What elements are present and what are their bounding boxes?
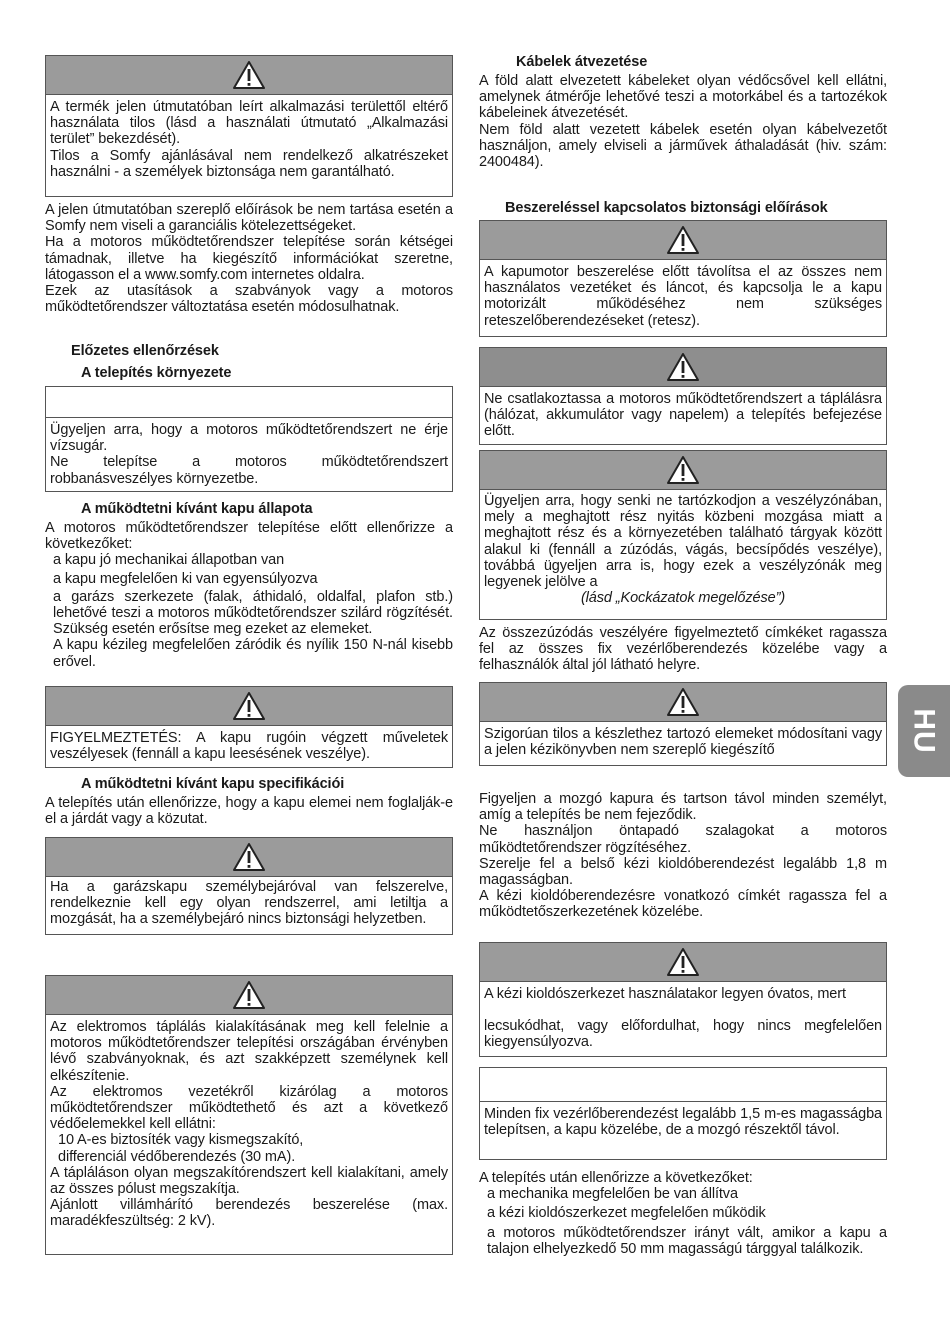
language-tab-hu — [898, 685, 950, 777]
warning-box-pedestrian-door — [45, 837, 453, 935]
info-box-environment — [45, 386, 453, 492]
warning-triangle-icon — [232, 60, 266, 90]
list-item: a garázs szerkezete (falak, áthidaló, oldalfal, plafon stb.) lehetővé teszi a motoros működtetőrendszer szilárd rögzítését. Szükség esetén erősítse meg ezeket az elemeket. — [53, 588, 453, 638]
gate-condition-intro: A motoros működtetőrendszer telepítése előtt ellenőrizze a következőket: — [45, 520, 453, 553]
warning-triangle-icon — [666, 352, 700, 382]
warning-header — [46, 56, 452, 95]
warning-triangle-icon — [666, 687, 700, 717]
heading-installation-environment: A telepítés környezete — [81, 365, 232, 381]
intro-line: Ezek az utasítások a szabványok vagy a motoros működtetőrendszer változtatása esetén módosulhatnak. — [45, 283, 453, 316]
cable-line: A föld alatt elvezetett kábeleket olyan védőcsővel kell ellátni, amelynek átmérője lehetővé teszi a motorkábel és a tartozékok kábeleinek átvezetését. — [479, 73, 887, 122]
warning-text: A termék jelen útmutatóban leírt alkalmazási területtől eltérő használata tilos (lásd a használati útmutató „Alkalmazási terület” bekezdését). — [50, 99, 448, 148]
list-item: a motoros működtetőrendszer irányt vált, amikor a kapu a talajon elhelyezkedő 50 mm magasságú tárggyal találkozik. — [487, 1224, 887, 1257]
warning-triangle-icon — [232, 980, 266, 1010]
post-install-intro: A telepítés után ellenőrizze a következőket: — [479, 1170, 753, 1186]
warning-box-power-connect — [479, 347, 887, 445]
warning-triangle-icon — [232, 691, 266, 721]
warning-header — [480, 943, 886, 982]
warning-box-danger-zone — [479, 450, 887, 620]
warning-box-usage — [45, 55, 453, 197]
moving-gate-paragraph — [479, 791, 887, 921]
warning-text: Tilos a Somfy ajánlásával nem rendelkező alkatrészeket használni - a személyek biztonsága nem garantálható. — [50, 147, 448, 180]
post-install-checks — [479, 1170, 887, 1257]
warning-box-modification — [479, 682, 887, 766]
list-item: A kapu kézileg megfelelően záródik és nyílik 150 N-nál kisebb erővel. — [53, 637, 453, 670]
intro-line: Ha a motoros működtetőrendszer telepítése során kétségei támadnak, illetve ha kiegészítő információkat szeretne, látogasson el a www.somfy.com internetes oldalra. — [45, 234, 453, 283]
warning-triangle-icon — [666, 455, 700, 485]
moving-line: Figyeljen a mozgó kapura és tartson távol minden személyt, amíg a telepítés be nem fejeződik. — [479, 791, 887, 824]
info-text: Ne telepítse a motoros működtetőrendszert robbanásveszélyes környezetbe. — [50, 454, 448, 487]
heading-installation-safety: Beszereléssel kapcsolatos biztonsági előírások — [505, 200, 828, 216]
warning-text: Ha a garázskapu személybejáróval van felszerelve, rendelkeznie kell egy olyan rendszerrel, ami letiltja a mozgását, ha a személybejáró nincs biztonsági helyzetben. — [50, 879, 448, 928]
list-item: a kézi kioldószerkezet megfelelően működik — [487, 1205, 766, 1222]
intro-line: A jelen útmutatóban szereplő előírások be nem tartása esetén a Somfy nem viseli a garanciális kötelezettségeket. — [45, 202, 453, 235]
gate-spec-paragraph: A telepítés után ellenőrizze, hogy a kapu elemei nem foglalják-e el a járdát vagy a közutat. — [45, 795, 453, 828]
moving-line: A kézi kioldóberendezésre vonatkozó címkét ragassza fel a működtetőszerkezetének közelébe. — [479, 888, 887, 921]
warning-text: Szigorúan tilos a készlethez tartozó elemeket módosítani vagy a jelen kézikönyvben nem szereplő kiegészítő — [484, 726, 882, 759]
warning-text: A kapumotor beszerelése előtt távolítsa el az összes nem használatos vezetéket és láncot, és kapcsolja le a kapu motorizált működéséhez nem szükséges reteszelőberendezéseket (retesz). — [484, 264, 882, 329]
cable-routing-paragraph — [479, 73, 887, 170]
list-item: 10 A-es biztosíték vagy kismegszakító, — [58, 1132, 304, 1149]
warning-text: Az elektromos táplálás kialakításának meg kell felelnie a motoros működtetőrendszer telepítési országában érvényben lévő szabványoknak, és azt szakképzett személynek kell elkészítenie. — [50, 1019, 448, 1084]
warning-text: Az elektromos vezetékről kizárólag a motoros működtetőrendszer működtethető és azt a következő védőelemekkel kell ellátni: — [50, 1083, 448, 1133]
warning-header — [480, 451, 886, 490]
warning-text: Ajánlott villámhárító berendezés beszerelése (max. maradékfeszültség: 2 kV). — [50, 1197, 448, 1230]
gate-condition-list — [45, 520, 453, 670]
warning-text: A tápláláson olyan megszakítórendszert kell kialakítani, amely az összes pólust megszakítja. — [50, 1164, 448, 1198]
info-box-fixed-controls — [479, 1067, 887, 1160]
warning-header — [46, 976, 452, 1015]
info-header — [46, 387, 452, 418]
warning-text: Ne csatlakoztassa a motoros működtetőrendszert a táplálásra (hálózat, akkumulátor vagy napelem) a telepítés befejezése előtt. — [484, 391, 882, 440]
warning-header — [46, 838, 452, 877]
heading-gate-condition: A működtetni kívánt kapu állapota — [81, 501, 313, 517]
warning-triangle-icon — [666, 947, 700, 977]
intro-paragraph — [45, 202, 453, 315]
warning-reference: (lásd „Kockázatok megelőzése”) — [580, 590, 786, 607]
moving-line: Szerelje fel a belső kézi kioldóberendezést legalább 1,8 m magasságban. — [479, 855, 887, 889]
warning-box-remove-cables — [479, 220, 887, 337]
warning-header — [480, 683, 886, 722]
warning-header — [46, 687, 452, 726]
warning-box-power-supply — [45, 975, 453, 1255]
cable-line: Nem föld alatt vezetett kábelek esetén olyan kábelvezetőt használjon, amely elviseli a járművek áthaladását (hiv. szám: 2400484). — [479, 121, 887, 171]
moving-line: Ne használjon öntapadó szalagokat a motoros működtetőrendszer rögzítéséhez. — [479, 823, 887, 856]
info-text: Ügyeljen arra, hogy a motoros működtetőrendszert ne érje vízsugár. — [50, 422, 448, 455]
heading-gate-specifications: A működtetni kívánt kapu specifikációi — [81, 776, 345, 792]
crush-labels-paragraph: Az összezúzódás veszélyére figyelmeztető címkéket ragassza fel az összes fix vezérlőberendezés közelébe vagy a felhasználók által jól látható helyre. — [479, 625, 887, 674]
info-text: Minden fix vezérlőberendezést legalább 1,5 m-es magasságba telepítsen, a kapu közelébe, de a mozgó részektől távol. — [484, 1106, 882, 1139]
warning-box-springs — [45, 686, 453, 768]
warning-text: FIGYELMEZTETÉS: A kapu rugóin végzett műveletek veszélyesek (fennáll a kapu leesésének veszélye). — [50, 730, 448, 763]
language-tab-label: HU — [908, 708, 941, 754]
warning-triangle-icon — [666, 225, 700, 255]
warning-text: lecsukódhat, vagy előfordulhat, hogy nincs megfelelően kiegyensúlyozva. — [484, 1018, 882, 1051]
heading-cable-routing: Kábelek átvezetése — [516, 54, 648, 70]
warning-text: A kézi kioldószerkezet használatakor legyen óvatos, mert — [484, 986, 846, 1002]
heading-preliminary-checks: Előzetes ellenőrzések — [71, 343, 219, 359]
warning-box-manual-release — [479, 942, 887, 1057]
warning-header — [480, 348, 886, 387]
info-header — [480, 1068, 886, 1102]
warning-header — [480, 221, 886, 260]
list-item: differenciál védőberendezés (30 mA). — [58, 1148, 296, 1165]
warning-triangle-icon — [232, 842, 266, 872]
list-item: a kapu megfelelően ki van egyensúlyozva — [53, 570, 318, 587]
list-item: a mechanika megfelelően be van állítva — [487, 1186, 738, 1203]
list-item: a kapu jó mechanikai állapotban van — [53, 552, 285, 569]
warning-text: Ügyeljen arra, hogy senki ne tartózkodjon a veszélyzónában, mely a meghajtott rész nyitás közbeni mozgása miatt a meghajtott rész és a környezetében található tárgyak között alakul ki (fennáll a zúzódás, vágás, becsípődés veszélye), továbbá ügyeljen arra is, hogy ezek a veszélyzónák meg legyenek jelölve a — [484, 493, 882, 591]
